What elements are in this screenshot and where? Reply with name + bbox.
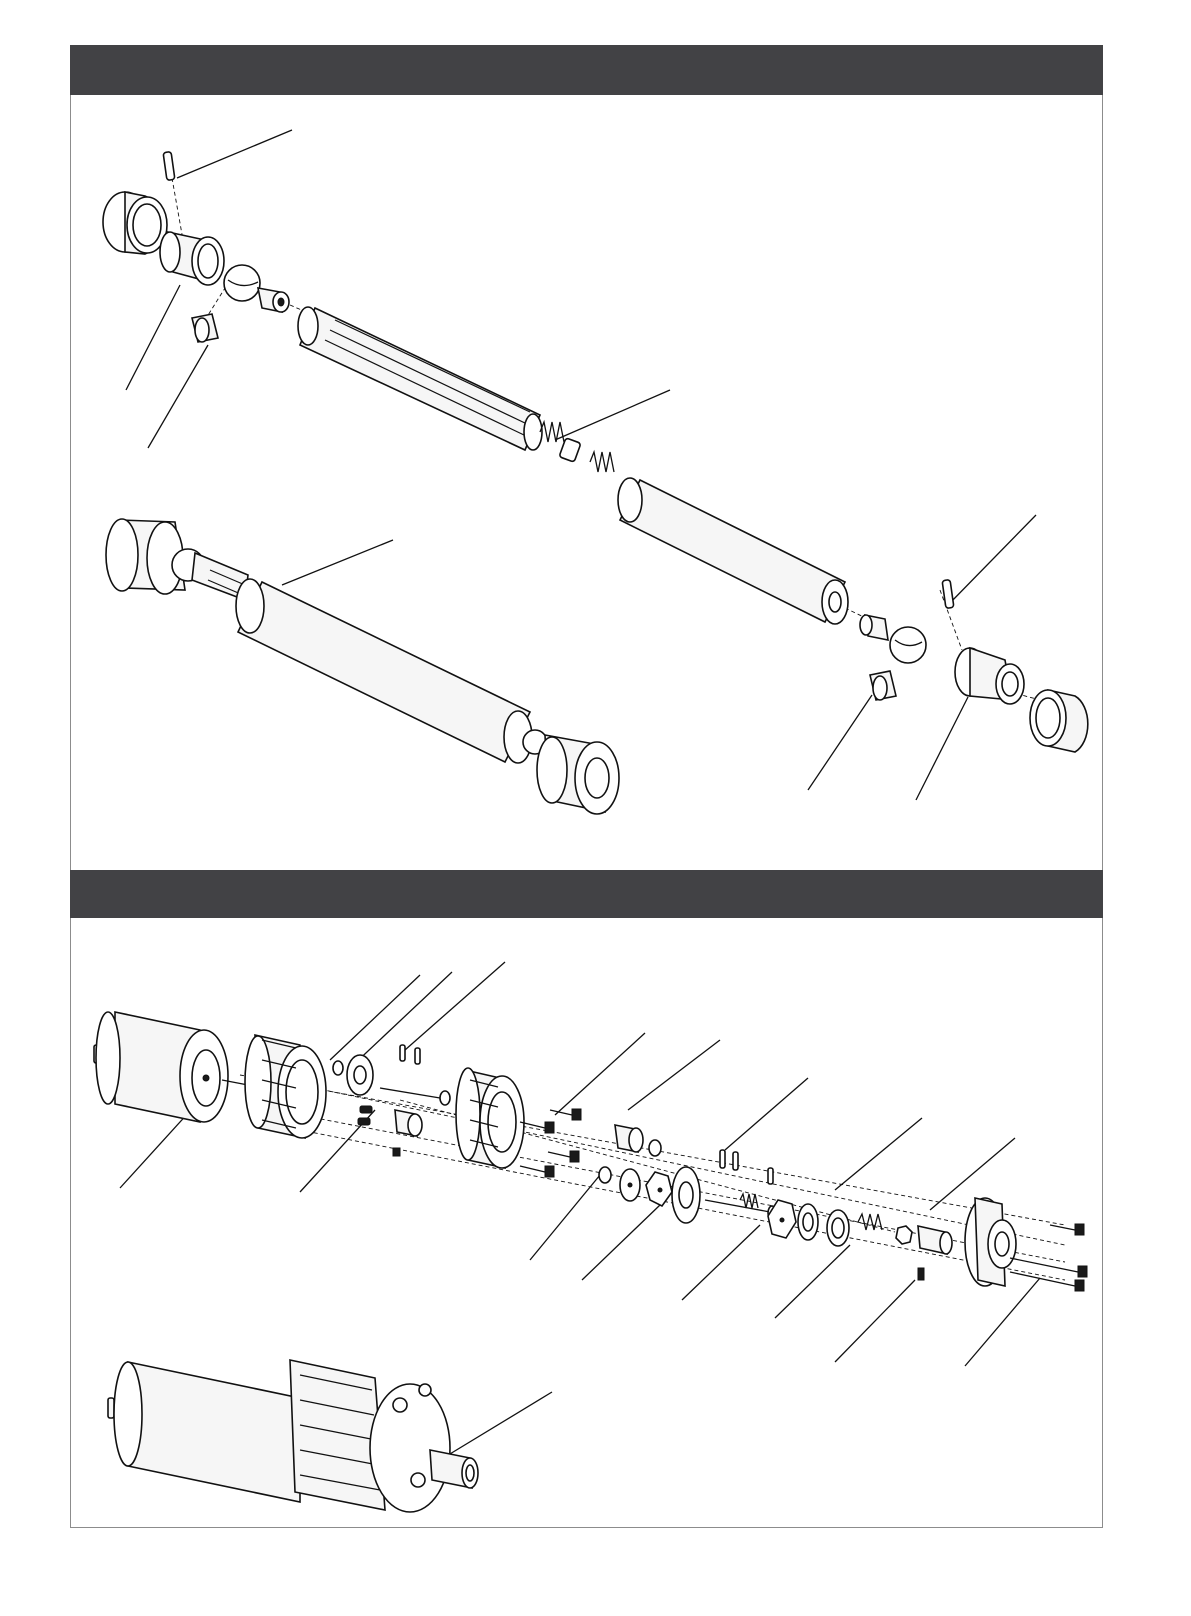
- ring-gear-housing: [245, 1035, 326, 1138]
- pinion-gear-small: [395, 1110, 422, 1136]
- thrust-washer: [620, 1169, 640, 1201]
- lock-nut: [896, 1226, 912, 1244]
- gear-housing-middle: [456, 1068, 524, 1168]
- set-sleeve-left: [192, 314, 218, 342]
- end-cap-screws: [1010, 1224, 1087, 1291]
- gearbox-exploded-diagram: [94, 962, 1087, 1512]
- pinion-gear: [347, 1055, 373, 1095]
- set-sleeve-right: [870, 671, 896, 700]
- bushing-small: [649, 1140, 661, 1156]
- output-bushing: [918, 1226, 952, 1254]
- cv-ball-right: [890, 627, 926, 663]
- shaft-coupler: [559, 438, 581, 462]
- assembled-motor-gearbox: [108, 1360, 478, 1512]
- clutch-spring: [858, 1214, 882, 1230]
- gearbox-end-cap: [965, 1198, 1016, 1286]
- dc-motor: [94, 1012, 248, 1122]
- assembled-driveshaft: [106, 519, 619, 814]
- washer-small-2: [599, 1167, 611, 1183]
- washer-small-1: [333, 1061, 343, 1075]
- needle-bearing: [615, 1125, 643, 1152]
- cv-yoke-left: [160, 232, 224, 285]
- roll-pin-right: [942, 580, 954, 609]
- dowel-pins-pair: [400, 1045, 420, 1064]
- o-ring-1: [798, 1204, 818, 1240]
- cv-ball-left: [224, 265, 260, 301]
- o-ring-2: [827, 1210, 849, 1246]
- motor-shaft-pin: [380, 1088, 450, 1105]
- spur-gear: [672, 1167, 700, 1223]
- cv-yoke-right: [955, 648, 1024, 704]
- driveshaft-exploded-diagram: [103, 130, 1088, 814]
- shaft-spring-right: [590, 452, 614, 472]
- shaft-spring-left: [540, 422, 564, 442]
- outdrive-cup-right: [1030, 690, 1088, 752]
- driveshaft-leader-lines: [126, 130, 1036, 800]
- cam-plate: [646, 1172, 672, 1206]
- set-screw-output: [918, 1268, 924, 1280]
- stub-axle-right: [860, 615, 888, 640]
- roll-pin-top-left: [163, 152, 175, 181]
- splined-driveshaft: [298, 307, 542, 450]
- driveshaft-tube: [618, 478, 848, 624]
- grub-screw: [393, 1148, 400, 1156]
- outdrive-cup-left: [103, 192, 167, 254]
- stub-axle-left: [258, 288, 289, 312]
